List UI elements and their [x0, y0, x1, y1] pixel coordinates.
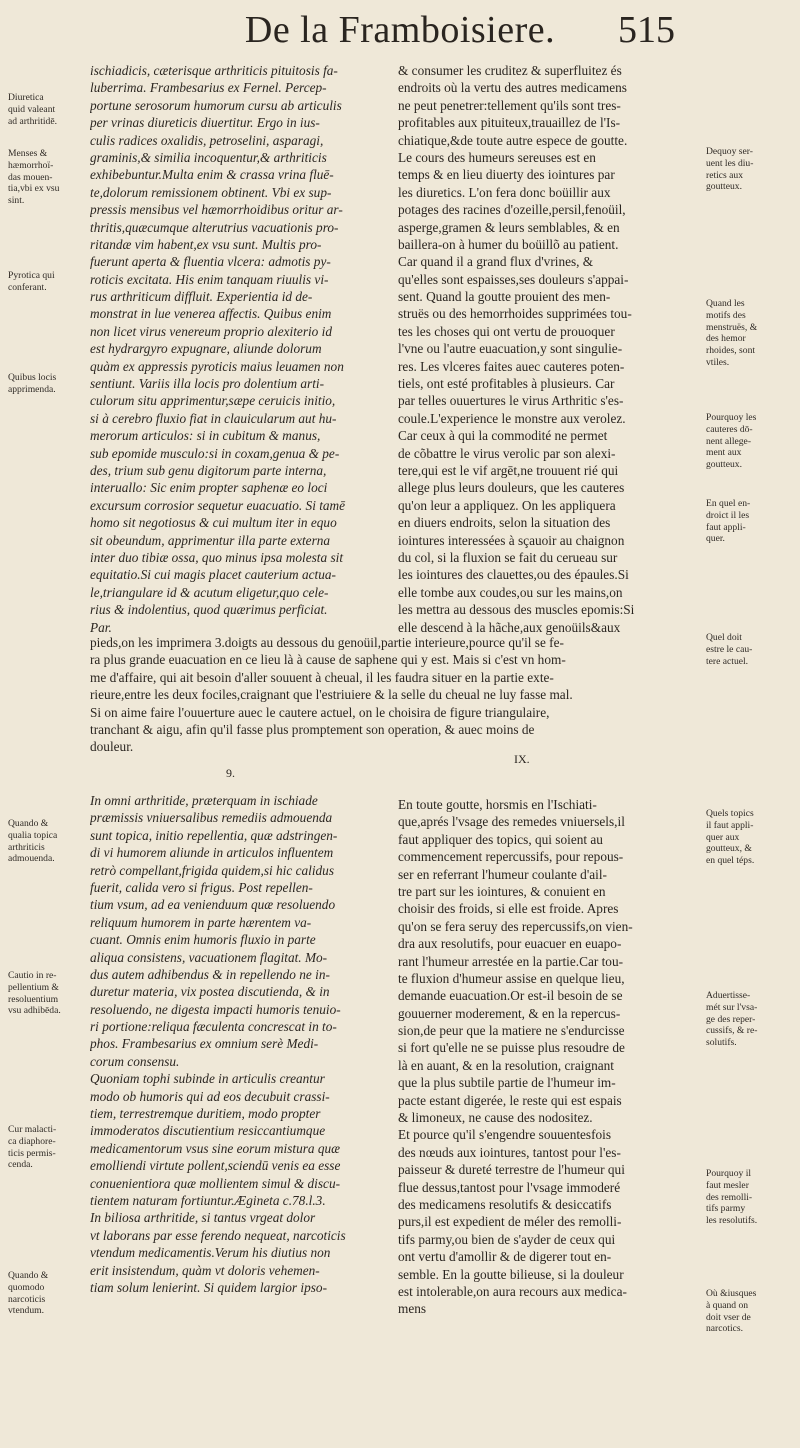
text-line: tiem, terrestremque duritiem, modo propter [90, 1106, 321, 1122]
text-line: Par. [90, 619, 112, 635]
text-line: sent. Quand la goutte prouient des men- [398, 289, 611, 305]
text-line: commencement repercussifs, pour repous- [398, 849, 624, 865]
text-line: si fort qu'elle ne se puisse plus resoudre de [398, 1040, 625, 1056]
text-line: Car quand il a grand flux d'vrines, & [398, 254, 594, 270]
text-line: de cõbattre le virus verolic par son alexi- [398, 445, 616, 461]
text-line: gouuerner moderement, & en la repercus- [398, 1005, 621, 1021]
text-line: pieds,on les imprimera 3.doigts au dessous du genoüil,partie interieure,pource qu'il se fe- [90, 635, 564, 650]
margin-note-line: quer aux [706, 831, 740, 843]
text-line: di vi humorem aliunde in articulos influentem [90, 845, 334, 861]
text-line: des, trium sub genu digitorum parte interna, [90, 462, 327, 478]
margin-note-line: cenda. [8, 1159, 33, 1171]
margin-note-en-quel [706, 498, 750, 545]
margin-note-line: quomodo [8, 1281, 45, 1293]
text-line: Car ceux à qui la commodité ne permet [398, 428, 608, 444]
text-line: des medicamens resolutifs & desiccatifs [398, 1196, 612, 1212]
text-line: du col, si la fluxion se fait du cerueau sur [398, 549, 618, 565]
margin-note-aduertissement [706, 990, 757, 1049]
text-line: faut appliquer des topics, qui soient au [398, 831, 603, 847]
text-line: asperge,gramen & leurs semblables, & en [398, 219, 620, 235]
text-line: sentiunt. Variis illa locis pro dolentium arti- [90, 376, 325, 392]
text-line: sit obeundum, apprimentur illa parte externa [90, 532, 331, 548]
text-line: reliquum humorem in parte hærentem va- [90, 914, 312, 930]
text-line: pacte estant digerée, le reste qui est espais [398, 1092, 622, 1108]
text-line: resoluendo, ne digesta impacti humoris tenuio- [90, 1001, 341, 1017]
text-line: tes les choses qui ont vertu de prouoquer [398, 323, 615, 339]
running-header-title: De la Framboisiere. [244, 9, 556, 51]
text-line: qu'elles sont espaisses,ses douleurs s'appai- [398, 271, 629, 287]
margin-note-line: quer. [706, 533, 725, 545]
french-column-upper [398, 62, 701, 636]
margin-note-dequoy [706, 146, 753, 193]
margin-note-line: tere actuel. [706, 655, 749, 667]
margin-note-line: ge des reper- [706, 1013, 756, 1025]
text-line: res. Les vlceres faites auec cauteres poten- [398, 358, 625, 374]
margin-note-line: goutteux, & [706, 843, 752, 855]
margin-note-line: ticis permis- [8, 1147, 56, 1159]
margin-note-line: pellentium & [8, 981, 59, 993]
text-line: tifs parmy,ou bien de s'ayder de ceux qui [398, 1231, 616, 1247]
text-line: luberrima. Frambesarius ex Fernel. Percep- [90, 80, 327, 96]
text-line: me d'affaire, qui ait besoin d'aller souuent à cheual, il les faudra situer en la partie exte- [90, 669, 554, 685]
margin-note-line: narcotics. [706, 1323, 744, 1335]
latin-column-upper [90, 62, 393, 636]
text-line: si à cerebro fluxio fiat in clauicularum aut hu- [90, 410, 337, 426]
text-line: baillera-on à humer du boüillõ au patient. [398, 236, 619, 252]
margin-note-menses [8, 148, 59, 207]
margin-note-line: Cautio in re- [8, 970, 57, 981]
text-line: merorum articulos: si in cubitum & manus, [90, 428, 321, 444]
text-line: fuerunt aperta & fluentia vlcera: admotis py- [90, 254, 331, 270]
text-line: erit insistendum, quàm vt doloris vehemen- [90, 1262, 320, 1278]
section-number-right: IX. [514, 752, 530, 766]
margin-note-line: vsu adhibēda. [8, 1005, 61, 1017]
text-line: phos. Frambesarius ex omnium serè Medi- [90, 1036, 319, 1052]
margin-note-line: en quel téps. [706, 855, 755, 867]
margin-note-line: goutteux. [706, 459, 742, 471]
text-line: portune serosorum humorum cursu ab articulis [90, 97, 342, 113]
text-line: Quoniam tophi subinde in articulis creantur [90, 1071, 325, 1087]
text-line: qu'on se fera seruy des repercussifs,on vien- [398, 918, 633, 934]
margin-note-line: retics aux [706, 169, 744, 181]
text-line: rieure,entre les deux fociles,craignant que l'estriuiere & la selle du cheual ne luy fasse mal. [90, 687, 573, 703]
text-line: aliqua consistens, vacuationem flagitat. Mo- [90, 949, 328, 965]
text-line: culis radices oxalidis, petroselini, asparagi, [90, 132, 324, 148]
text-line: chiatique,&de toute autre espece de goutte. [398, 132, 628, 148]
margin-note-quibus-locis [8, 372, 56, 396]
text-line: roticis excitata. His enim tanquam riuulis vi- [90, 271, 329, 287]
text-line: retrò compellant,frigida quidem,si hic calidus [90, 862, 334, 878]
text-line: est hydrargyro expugnare, aliunde dolorum [90, 341, 322, 357]
french-continuation-paragraph [90, 634, 696, 756]
text-line: En toute goutte, horsmis en l'Ischiati- [398, 797, 597, 812]
text-line: struës ou des hemorrhoides supprimées tou- [398, 306, 632, 322]
text-line: allege plus leurs douleurs, que les cauteres [398, 480, 625, 496]
margin-note-quando-quomodo [8, 1270, 48, 1317]
text-line: In biliosa arthritide, si tantus vrgeat dolor [90, 1210, 316, 1226]
margin-note-quel-doit [706, 632, 752, 667]
text-line: iointures interessées à sçauoir au chaignon [398, 532, 625, 548]
margin-note-line: resoluentium [8, 993, 59, 1005]
margin-note-line: nent allege- [706, 435, 752, 447]
text-line: te fluxion d'humeur assise en quelque lieu, [398, 970, 625, 986]
margin-note-line: droict il les [706, 509, 750, 521]
text-line: mens [398, 1301, 427, 1317]
text-line: excursum corrosior sequetur euacuatio. Si tamē [90, 497, 346, 513]
text-line: coule.L'experience le monstre aux verolez. [398, 410, 626, 426]
text-line: est intolerable,on aura recours aux medica- [398, 1283, 627, 1299]
text-line: culorum situ apprimentur,sæpe ceruicis initio, [90, 393, 336, 409]
margin-note-line: Cur malacti- [8, 1124, 57, 1135]
text-line: medicamentorum vsus sine eorum mistura quæ [90, 1140, 341, 1156]
text-line: le,triangulare id & acutum eligetur,quo cele- [90, 584, 329, 600]
margin-note-line: à quand on [706, 1299, 749, 1311]
text-line: qu'on leur a appliquez. On les appliquera [398, 497, 616, 513]
margin-note-quand-les [706, 298, 757, 369]
margin-note-line: quid valeant [8, 103, 56, 115]
margin-note-line: tifs parmy [706, 1203, 746, 1215]
text-line: elle descend à la hãche,aux genoüils&aux [398, 619, 621, 635]
margin-note-pourquoy-cauteres [706, 412, 756, 471]
text-line: là en auant, & en la resolution, craignant [398, 1057, 614, 1073]
page-number: 515 [618, 9, 675, 51]
text-line: endroits où la vertu des autres medicamens [398, 80, 627, 96]
margin-note-line: mét sur l'vsa- [706, 1001, 758, 1013]
margin-note-line: hæmorrhoï- [8, 159, 54, 171]
text-line: quàm ex appressis pyroticis maius leuamen non [90, 358, 344, 374]
margin-note-line: les resolutifs. [706, 1215, 758, 1227]
text-line: tere,qui est le vif argēt,ne trouuent rié qui [398, 462, 619, 478]
text-line: flue dessus,tantost pour l'vsage immoderé [398, 1179, 621, 1195]
margin-note-line: sint. [8, 195, 25, 207]
text-line: & limoneux, ne cause des nodositez. [398, 1110, 593, 1126]
margin-note-quando-qualia [8, 818, 57, 865]
margin-note-line: Pourquoy les [706, 412, 757, 423]
text-line: douleur. [90, 739, 134, 755]
text-line: tium vsum, ad ea venienduum quæ resoluendo [90, 897, 336, 913]
text-line: profitables aux pituiteux,trauaillez de l'Is- [398, 115, 621, 131]
text-line: duretur materia, vix postea discutienda, & in [90, 984, 330, 1000]
margin-note-line: doit vser de [706, 1311, 751, 1323]
margin-note-cautio [8, 970, 61, 1017]
text-line: exhibebuntur.Multa enim & crassa vrina fluē- [90, 167, 334, 183]
text-line: sunt topica, initio repellentia, quæ adstringen- [90, 827, 338, 843]
margin-note-line: conferant. [8, 281, 47, 293]
text-line: conuenientiora quæ mollientem simul & discu- [90, 1175, 341, 1191]
margin-note-line: cussifs, & re- [706, 1025, 758, 1037]
text-line: rius & indolentius, quod quærimus perficiat. [90, 602, 328, 618]
text-line: graminis,& similia incoquentur,& arthriticis [90, 149, 327, 165]
text-line: choisir des froids, si elle est froide. Apres [398, 901, 619, 917]
text-line: les iointures des clauettes,ou des épaules.Si [398, 567, 629, 583]
margin-note-line: vtendum. [8, 1305, 44, 1317]
text-line: potages des racines d'ozeille,persil,fenoüil, [398, 202, 626, 218]
text-line: interuallo: Sic enim propter saphenæ eo loci [90, 480, 328, 496]
margin-note-line: Où &iusques [706, 1288, 757, 1299]
text-line: rant l'humeur arrestée en la partie.Car tou- [398, 953, 624, 969]
text-line: purs,il est expedient de méler des remolli- [398, 1214, 622, 1230]
margin-note-line: il faut appli- [706, 819, 754, 831]
text-line: l'vne ou l'autre euacuation,y sont singulie- [398, 341, 623, 357]
margin-note-line: Menses & [8, 148, 48, 159]
text-line: inter duo tibiæ ossa, quo minus ipsa molesta sit [90, 549, 344, 565]
text-line: les diuretics. L'on fera donc boüillir aux [398, 184, 611, 200]
margin-note-line: cauteres dō- [706, 423, 753, 435]
margin-note-line: tia,vbi ex vsu [8, 183, 60, 195]
text-line: tranchant & aigu, afin qu'il fasse plus promptement son operation, & auec moins de [90, 721, 535, 737]
margin-note-line: narcoticis [8, 1293, 46, 1305]
text-line: ritandæ vim habent,ex vsu sunt. Multis pro- [90, 236, 322, 252]
margin-note-line: menstruës, & [706, 321, 758, 333]
margin-note-line: vtiles. [706, 356, 730, 368]
text-line: vt laborans par esse ferendo nequeat, narcoticis [90, 1227, 346, 1243]
margin-note-line: ad arthritidē. [8, 115, 58, 127]
text-line: que,aprés l'vsage des remedes vniuersels,il [398, 814, 625, 830]
margin-note-line: qualia topica [8, 829, 58, 841]
margin-note-ou-quand [706, 1288, 756, 1335]
text-line: te,dolorum remissionem obtinent. Vbi ex sup- [90, 184, 332, 200]
margin-note-line: estre le cau- [706, 643, 753, 655]
text-line: les mettra au dessous des muscles epomis:Si [398, 602, 635, 618]
margin-note-line: uent les diu- [706, 157, 754, 169]
margin-note-line: apprimenda. [8, 383, 56, 395]
margin-note-line: Quels topics [706, 808, 754, 819]
margin-note-line: Pyrotica qui [8, 270, 55, 281]
margin-note-line: Pourquoy il [706, 1168, 752, 1179]
text-line: ser en referrant l'humeur coulante d'ail- [398, 866, 607, 882]
margin-note-line: ca diaphore- [8, 1135, 56, 1147]
margin-note-line: motifs des [706, 309, 746, 321]
text-line: tiels, ont esté profitables à plusieurs. Car [398, 376, 615, 392]
text-line: tientem naturam fortiuntur.Ægineta c.78.l.3. [90, 1192, 326, 1208]
text-line: immoderatos discutientium resiccantiumque [90, 1123, 326, 1139]
margin-note-line: goutteux. [706, 181, 742, 193]
margin-note-line: das mouen- [8, 171, 53, 183]
margin-note-line: En quel en- [706, 498, 751, 509]
text-line: emolliendi virtute pollent,sciendū venis ea esse [90, 1158, 341, 1174]
text-line: dra aux resolutifs, pour euacuer en euapo- [398, 936, 622, 952]
text-line: elle tombe aux coudes,ou sur les mains,on [398, 584, 623, 600]
text-line: demande euacuation.Or est-il besoin de se [398, 988, 623, 1004]
text-line: rus arthriticum diffluit. Experientia id de- [90, 289, 313, 305]
margin-note-cur-malactica [8, 1124, 56, 1171]
text-line: thritis,quæcumque alterutrius vacuationis pro- [90, 219, 339, 235]
text-line: sion,de peur que la matiere ne s'endurcisse [398, 1023, 625, 1039]
margin-note-line: Aduertisse- [706, 990, 751, 1001]
text-line: en diuers endroits, selon la situation des [398, 515, 611, 531]
text-line: Le cours des humeurs sereuses est en [398, 149, 596, 165]
text-line: per vrinas diureticis diuertitur. Ergo in ius- [90, 115, 320, 131]
text-line: tiam solum lenierint. Si quidem largior ipso- [90, 1279, 327, 1295]
margin-note-line: Quand les [706, 298, 745, 309]
text-line: ne peut penetrer:tellement qu'ils sont tres- [398, 97, 621, 113]
text-line: semble. En la goutte bilieuse, si la douleur [398, 1266, 624, 1282]
latin-column-lower [90, 792, 393, 1296]
margin-note-line: des hemor [706, 333, 746, 345]
text-line: & consumer les cruditez & superfluitez és [398, 63, 622, 78]
margin-note-line: solutifs. [706, 1037, 737, 1049]
text-line: homo sit negotiosus & cui multum iter in equo [90, 515, 337, 531]
margin-note-line: Diuretica [8, 92, 44, 103]
text-line: sub epomide musculo:si in coxam,genua & pe- [90, 445, 340, 461]
margin-note-line: Quando & [8, 818, 49, 829]
text-line: In omni arthritide, præterquam in ischiade [90, 793, 318, 808]
text-line: ischiadicis, cæterisque arthriticis pituitosis fa- [90, 63, 338, 78]
margin-note-diuretica [8, 92, 57, 127]
text-line: pressis mensibus vel hæmorrhoidibus oritur ar- [90, 202, 343, 218]
text-line: corum consensu. [90, 1053, 180, 1069]
margin-note-line: rhoides, sont [706, 345, 756, 357]
margin-note-line: admouenda. [8, 853, 55, 865]
text-line: paisseur & dureté terrestre de l'humeur qui [398, 1162, 625, 1178]
text-line: modo ob humoris qui ad eos decubuit crassi- [90, 1088, 330, 1104]
margin-note-line: Quibus locis [8, 372, 57, 383]
margin-note-line: arthriticis [8, 841, 45, 853]
margin-note-quels-topics [706, 808, 754, 867]
margin-note-line: des remolli- [706, 1191, 753, 1203]
text-line: fuerit, calida vero si frigus. Post repellen- [90, 879, 313, 895]
text-line: equitatio.Si cui magis placet cauterium actua- [90, 567, 336, 583]
text-line: non licet virus venereum proprio alexiterio id [90, 323, 332, 339]
margin-note-line: faut appli- [706, 521, 746, 533]
margin-note-line: ment aux [706, 447, 742, 459]
margin-note-pourquoy-remollitifs [706, 1168, 757, 1227]
text-line: temps & en lieu diuerty des iointures par [398, 167, 615, 183]
text-line: Et pource qu'il s'engendre souuentesfois [398, 1127, 612, 1143]
margin-note-pyrotica [8, 270, 55, 294]
text-line: cuant. Omnis enim humoris fluxio in parte [90, 932, 316, 948]
margin-note-line: Quel doit [706, 632, 742, 643]
section-number-left: 9. [226, 766, 235, 780]
text-line: ra plus grande euacuation en ce lieu là à cause de saphene qui y est. Mais si c'est vn hom- [90, 652, 566, 668]
text-line: ri portione:reliqua fæculenta concrescat in to- [90, 1019, 337, 1035]
text-line: par telles ouuertures le virus Arthritic s'es- [398, 393, 624, 409]
text-line: tre part sur les iointures, & conuient en [398, 883, 606, 899]
text-line: monstrat in lue venerea affectis. Quibus enim [90, 306, 332, 322]
text-line: vtendum medicamentis.Verum his diutius non [90, 1245, 331, 1261]
text-line: dus autem adhibendus & in repellendo ne in- [90, 966, 330, 982]
margin-note-line: Dequoy ser- [706, 146, 753, 157]
margin-note-line: faut mesler [706, 1179, 749, 1191]
text-line: præmissis vniuersalibus remediis admouenda [90, 810, 333, 826]
text-line: que la plus subtile partie de l'humeur im- [398, 1075, 616, 1091]
text-line: ont vertu d'amollir & de digerer tout en- [398, 1249, 612, 1265]
text-line: des nœuds aux iointures, tantost pour l'es- [398, 1144, 621, 1160]
french-column-lower [398, 796, 701, 1318]
margin-note-line: Quando & [8, 1270, 49, 1281]
text-line: Si on aime faire l'ouuerture auec le cautere actuel, on le choisira de figure triangulaire, [90, 704, 550, 720]
